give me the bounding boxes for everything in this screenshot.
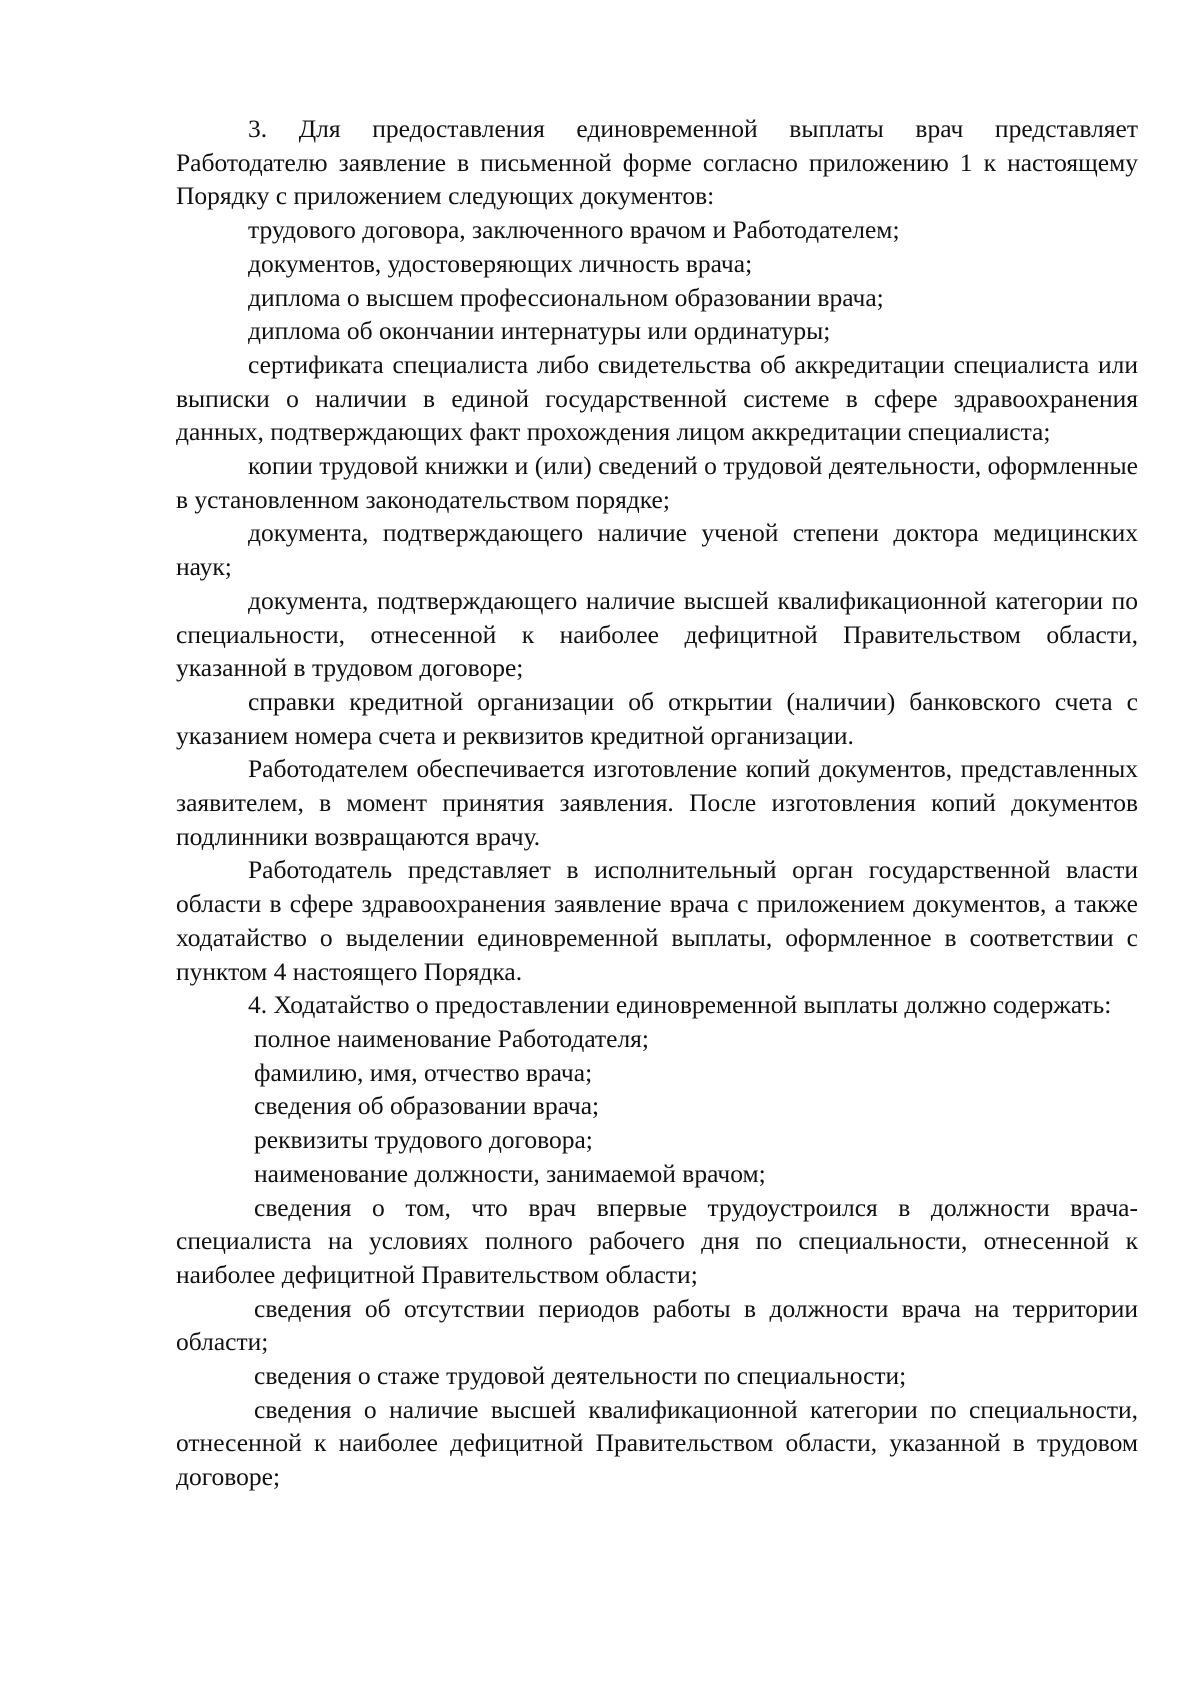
- document-page: [176, 112, 1138, 1494]
- list-item: сведения о стаже трудовой деятельности по специальности;: [254, 1361, 907, 1391]
- paragraph-item-3: 3. Для предоставления единовременной выплаты врач представляет Работодателю заявление в письменной форме согласно приложению 1 к настоящему Порядку с приложением следующих документов:: [176, 114, 1138, 211]
- paragraph: Работодателем обеспечивается изготовление копий документов, представленных заявителем, в момент принятия заявления. После изготовления копий документов подлинники возвращаются врачу.: [176, 754, 1138, 851]
- paragraph-item-4: 4. Ходатайство о предоставлении единовременной выплаты должно содержать:: [248, 990, 1112, 1020]
- list-item: сертификата специалиста либо свидетельства об аккредитации специалиста или выписки о наличии в единой государственной системе в сфере здравоохранения данных, подтверждающих факт прохождения лицом аккредитации специалиста;: [176, 349, 1138, 447]
- list-item: копии трудовой книжки и (или) сведений о трудовой деятельности, оформленные в установленном законодательством порядке;: [176, 451, 1138, 514]
- list-item: справки кредитной организации об открытии (наличии) банковского счета с указанием номера счета и реквизитов кредитной организации.: [176, 686, 1138, 750]
- list-item: документов, удостоверяющих личность врача;: [248, 248, 753, 278]
- list-item: реквизиты трудового договора;: [254, 1125, 593, 1155]
- list-item: полное наименование Работодателя;: [254, 1023, 650, 1053]
- list-item: сведения о наличие высшей квалификационной категории по специальности, отнесенной к наиболее дефицитной Правительством области, указанной в трудовом договоре;: [176, 1394, 1138, 1492]
- list-item: наименование должности, занимаемой врачом;: [254, 1158, 766, 1188]
- list-item: сведения об отсутствии периодов работы в должности врача на территории области;: [176, 1293, 1138, 1357]
- list-item: диплома об окончании интернатуры или ординатуры;: [248, 316, 831, 346]
- list-item: документа, подтверждающего наличие ученой степени доктора медицинских наук;: [176, 518, 1138, 582]
- list-item: сведения об образовании врача;: [254, 1091, 600, 1121]
- list-item: документа, подтверждающего наличие высшей квалификационной категории по специальности, отнесенной к наиболее дефицитной Правительством области, указанной в трудовом договоре;: [176, 585, 1138, 683]
- list-item: диплома о высшем профессиональном образовании врача;: [248, 282, 884, 312]
- list-item: сведения о том, что врач впервые трудоустроился в должности врача-специалиста на условиях полного рабочего дня по специальности, отнесенной к наиболее дефицитной Правительством области;: [176, 1192, 1138, 1289]
- list-item: трудового договора, заключенного врачом и Работодателем;: [248, 215, 900, 245]
- list-item: фамилию, имя, отчество врача;: [254, 1057, 593, 1087]
- paragraph: Работодатель представляет в исполнительный орган государственной власти области в сфере здравоохранения заявление врача с приложением документов, а также ходатайство о выделении единовременной выплаты, оформленное в соответствии с пунктом 4 настоящего Порядка.: [176, 855, 1138, 986]
